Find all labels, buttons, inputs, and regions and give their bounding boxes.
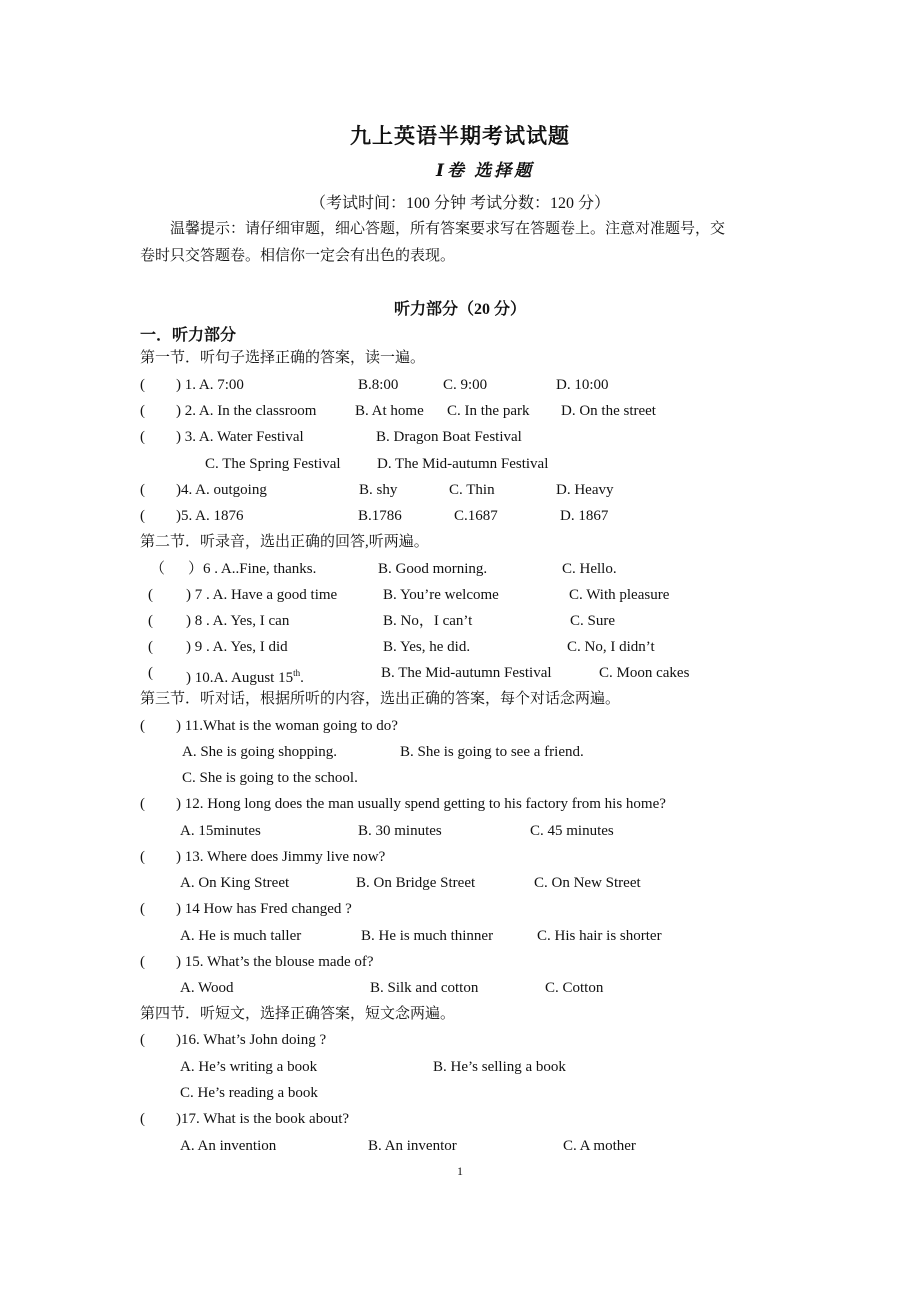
q1-option-d: D. 10:00 xyxy=(556,377,609,393)
q8-option-b: B. No，I can’t xyxy=(383,613,473,629)
answer-paren: ( xyxy=(140,796,145,812)
q14-option-b: B. He is much thinner xyxy=(361,928,494,944)
q5-option-c: C.1687 xyxy=(454,508,498,524)
part-title: 一．听力部分 xyxy=(140,327,237,344)
q17-option-b: B. An inventor xyxy=(368,1138,457,1154)
q5-option-a: )5. A. 1876 xyxy=(176,508,244,524)
q13-option-a: A. On King Street xyxy=(180,875,290,891)
q11-option-c: C. She is going to the school. xyxy=(182,770,358,786)
q10-option-a xyxy=(186,664,304,687)
answer-paren: ( xyxy=(140,849,145,865)
q6-option-c: C. Hello. xyxy=(562,561,617,577)
page-title: 九上英语半期考试试题 xyxy=(350,124,570,148)
q17-option-a: A. An invention xyxy=(180,1138,277,1154)
answer-paren: ( xyxy=(148,665,153,681)
q1-option-a: ) 1. A. 7:00 xyxy=(176,377,244,393)
q11-option-b: B. She is going to see a friend. xyxy=(400,744,584,760)
q2-option-b: B. At home xyxy=(355,403,424,419)
answer-paren: ( xyxy=(140,1032,145,1048)
q16-option-b: B. He’s selling a book xyxy=(433,1059,566,1075)
q5-option-b: B.1786 xyxy=(358,508,402,524)
q14-text: ) 14 How has Fred changed ? xyxy=(176,901,352,917)
answer-paren: ( xyxy=(140,508,145,524)
section-2-title: 第二节．听录音，选出正确的回答,听两遍。 xyxy=(140,534,429,550)
q4-option-d: D. Heavy xyxy=(556,482,614,498)
section-4-title: 第四节．听短文，选择正确答案，短文念两遍。 xyxy=(140,1006,456,1022)
q15-option-c: C. Cotton xyxy=(545,980,604,996)
q2-option-a: ) 2. A. In the classroom xyxy=(176,403,317,419)
q4-option-b: B. shy xyxy=(359,482,398,498)
q3-option-c: C. The Spring Festival xyxy=(205,456,341,472)
q16-option-a: A. He’s writing a book xyxy=(180,1059,318,1075)
q8-option-c: C. Sure xyxy=(570,613,615,629)
q1-option-c: C. 9:00 xyxy=(443,377,488,393)
section-1-title: 第一节．听句子选择正确的答案，读一遍。 xyxy=(140,350,426,366)
q12-option-c: C. 45 minutes xyxy=(530,823,614,839)
answer-paren: ( xyxy=(148,639,153,655)
q4-option-c: C. Thin xyxy=(449,482,495,498)
q3-option-b: B. Dragon Boat Festival xyxy=(376,429,522,445)
q7-option-c: C. With pleasure xyxy=(569,587,670,603)
page-number: 1 xyxy=(457,1164,463,1178)
q13-text: ) 13. Where does Jimmy live now? xyxy=(176,849,386,865)
answer-paren: ( xyxy=(148,613,153,629)
q11-text: ) 11.What is the woman going to do? xyxy=(176,718,398,734)
q8-option-a: ) 8 . A. Yes, I can xyxy=(186,613,290,629)
q10-option-b: B. The Mid-autumn Festival xyxy=(381,665,552,681)
q7-option-a: ) 7 . A. Have a good time xyxy=(186,587,338,603)
q11-option-a: A. She is going shopping. xyxy=(182,744,338,760)
answer-paren: ( xyxy=(140,403,145,419)
q13-option-c: C. On New Street xyxy=(534,875,641,891)
q9-option-b: B. Yes, he did. xyxy=(383,639,471,655)
q15-option-b: B. Silk and cotton xyxy=(370,980,479,996)
q14-option-c: C. His hair is shorter xyxy=(537,928,662,944)
answer-paren: ( xyxy=(140,482,145,498)
q9-option-a: ) 9 . A. Yes, I did xyxy=(186,639,288,655)
q17-text: )17. What is the book about? xyxy=(176,1111,350,1127)
q10-option-a-end: . xyxy=(300,670,304,686)
answer-paren: ( xyxy=(140,377,145,393)
q16-text: )16. What’s John doing ? xyxy=(176,1032,327,1048)
q4-option-a: )4. A. outgoing xyxy=(176,482,267,498)
listening-title: 听力部分（20 分） xyxy=(393,301,526,318)
q10-superscript: th xyxy=(293,668,301,678)
answer-paren: ( xyxy=(140,429,145,445)
q15-option-a: A. Wood xyxy=(180,980,234,996)
q9-option-c: C. No, I didn’t xyxy=(567,639,655,655)
answer-paren: ( xyxy=(148,587,153,603)
q1-option-b: B.8:00 xyxy=(358,377,399,393)
answer-paren: ( xyxy=(140,718,145,734)
q12-option-a: A. 15minutes xyxy=(180,823,261,839)
q10-option-a-text: ) 10.A. August 15 xyxy=(186,670,294,686)
q2-option-d: D. On the street xyxy=(561,403,656,419)
q7-option-b: B. You’re welcome xyxy=(383,587,499,603)
tip-line-2: 卷时只交答题卷。相信你一定会有出色的表现。 xyxy=(140,248,456,264)
q17-option-c: C. A mother xyxy=(563,1138,636,1154)
q13-option-b: B. On Bridge Street xyxy=(356,875,476,891)
q6-option-a: ）6 . A..Fine, thanks. xyxy=(188,561,317,577)
q12-text: ) 12. Hong long does the man usually spend getting to his factory from his home? xyxy=(176,796,666,812)
q3-option-d: D. The Mid-autumn Festival xyxy=(377,456,549,472)
q14-option-a: A. He is much taller xyxy=(180,928,302,944)
q3-option-a: ) 3. A. Water Festival xyxy=(176,429,304,445)
q2-option-c: C. In the park xyxy=(447,403,530,419)
answer-paren: ( xyxy=(140,901,145,917)
answer-paren: ( xyxy=(140,1111,145,1127)
q5-option-d: D. 1867 xyxy=(560,508,609,524)
q6-option-b: B. Good morning. xyxy=(378,561,488,577)
answer-paren: ( xyxy=(140,954,145,970)
q15-text: ) 15. What’s the blouse made of? xyxy=(176,954,374,970)
q10-option-c: C. Moon cakes xyxy=(599,665,690,681)
q12-option-b: B. 30 minutes xyxy=(358,823,442,839)
q16-option-c: C. He’s reading a book xyxy=(180,1085,318,1101)
tip-line-1: 温馨提示：请仔细审题，细心答题，所有答案要求写在答题卷上。注意对准题号，交 xyxy=(170,221,726,237)
answer-paren: （ xyxy=(150,561,166,577)
paper-subtitle: Ⅰ卷 选择题 xyxy=(436,161,535,180)
exam-info: （考试时间：100 分钟 考试分数：120 分） xyxy=(309,195,610,212)
section-3-title: 第三节．听对话，根据所听的内容，选出正确的答案，每个对话念两遍。 xyxy=(140,691,621,707)
